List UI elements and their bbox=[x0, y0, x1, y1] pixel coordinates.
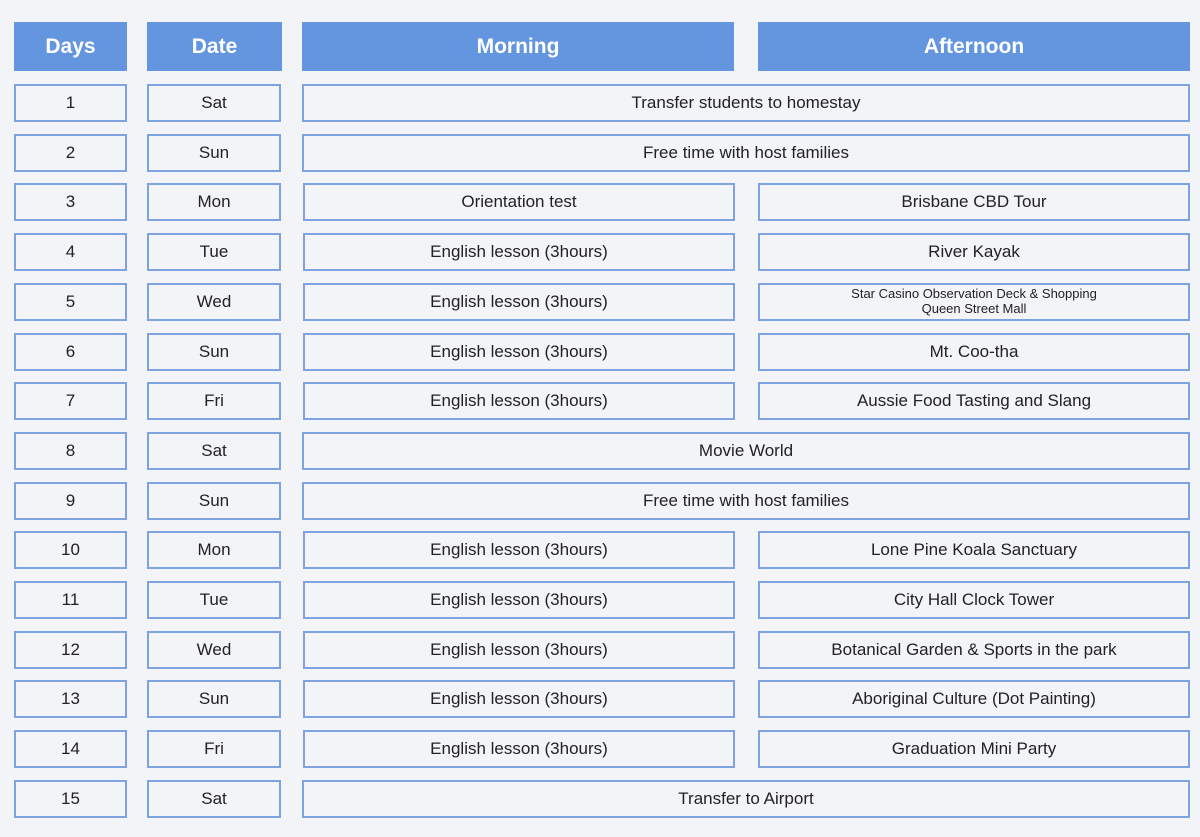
day-cell: 12 bbox=[14, 631, 127, 669]
day-cell: 9 bbox=[14, 482, 127, 520]
afternoon-activity-cell: Botanical Garden & Sports in the park bbox=[758, 631, 1190, 669]
morning-activity-cell: English lesson (3hours) bbox=[303, 680, 735, 718]
date-cell: Sun bbox=[147, 134, 281, 172]
afternoon-activity-cell bbox=[758, 283, 1190, 321]
date-cell: Sun bbox=[147, 680, 281, 718]
morning-activity-cell: English lesson (3hours) bbox=[303, 730, 735, 768]
afternoon-activity-cell: Aussie Food Tasting and Slang bbox=[758, 382, 1190, 420]
morning-activity-cell: English lesson (3hours) bbox=[303, 531, 735, 569]
morning-activity-cell: English lesson (3hours) bbox=[303, 233, 735, 271]
full-day-activity-cell: Free time with host families bbox=[302, 134, 1190, 172]
afternoon-activity-cell: City Hall Clock Tower bbox=[758, 581, 1190, 619]
day-cell: 4 bbox=[14, 233, 127, 271]
day-cell: 7 bbox=[14, 382, 127, 420]
full-day-activity-cell: Movie World bbox=[302, 432, 1190, 470]
morning-activity-cell: Orientation test bbox=[303, 183, 735, 221]
date-cell: Wed bbox=[147, 283, 281, 321]
day-cell: 11 bbox=[14, 581, 127, 619]
full-day-activity-cell: Transfer to Airport bbox=[302, 780, 1190, 818]
date-cell: Wed bbox=[147, 631, 281, 669]
afternoon-activity-cell: Aboriginal Culture (Dot Painting) bbox=[758, 680, 1190, 718]
morning-activity-cell: English lesson (3hours) bbox=[303, 631, 735, 669]
full-day-activity-cell: Free time with host families bbox=[302, 482, 1190, 520]
day-cell: 5 bbox=[14, 283, 127, 321]
full-day-activity-cell: Transfer students to homestay bbox=[302, 84, 1190, 122]
day-cell: 8 bbox=[14, 432, 127, 470]
date-cell: Sun bbox=[147, 482, 281, 520]
afternoon-activity-cell: Lone Pine Koala Sanctuary bbox=[758, 531, 1190, 569]
day-cell: 1 bbox=[14, 84, 127, 122]
morning-activity-cell: English lesson (3hours) bbox=[303, 333, 735, 371]
afternoon-activity-cell: Graduation Mini Party bbox=[758, 730, 1190, 768]
header-morning: Morning bbox=[302, 22, 734, 71]
morning-activity-cell: English lesson (3hours) bbox=[303, 581, 735, 619]
afternoon-activity-line: Queen Street Mall bbox=[921, 301, 1027, 316]
day-cell: 6 bbox=[14, 333, 127, 371]
date-cell: Fri bbox=[147, 730, 281, 768]
header-date: Date bbox=[147, 22, 282, 71]
header-days: Days bbox=[14, 22, 127, 71]
date-cell: Tue bbox=[147, 581, 281, 619]
day-cell: 14 bbox=[14, 730, 127, 768]
date-cell: Fri bbox=[147, 382, 281, 420]
date-cell: Mon bbox=[147, 183, 281, 221]
date-cell: Sat bbox=[147, 84, 281, 122]
morning-activity-cell: English lesson (3hours) bbox=[303, 382, 735, 420]
date-cell: Mon bbox=[147, 531, 281, 569]
day-cell: 2 bbox=[14, 134, 127, 172]
date-cell: Tue bbox=[147, 233, 281, 271]
day-cell: 3 bbox=[14, 183, 127, 221]
date-cell: Sat bbox=[147, 780, 281, 818]
afternoon-activity-cell: Brisbane CBD Tour bbox=[758, 183, 1190, 221]
afternoon-activity-line: Star Casino Observation Deck & Shopping bbox=[851, 286, 1097, 302]
day-cell: 13 bbox=[14, 680, 127, 718]
date-cell: Sun bbox=[147, 333, 281, 371]
date-cell: Sat bbox=[147, 432, 281, 470]
afternoon-activity-cell: River Kayak bbox=[758, 233, 1190, 271]
day-cell: 10 bbox=[14, 531, 127, 569]
morning-activity-cell: English lesson (3hours) bbox=[303, 283, 735, 321]
afternoon-activity-cell: Mt. Coo-tha bbox=[758, 333, 1190, 371]
day-cell: 15 bbox=[14, 780, 127, 818]
header-afternoon: Afternoon bbox=[758, 22, 1190, 71]
